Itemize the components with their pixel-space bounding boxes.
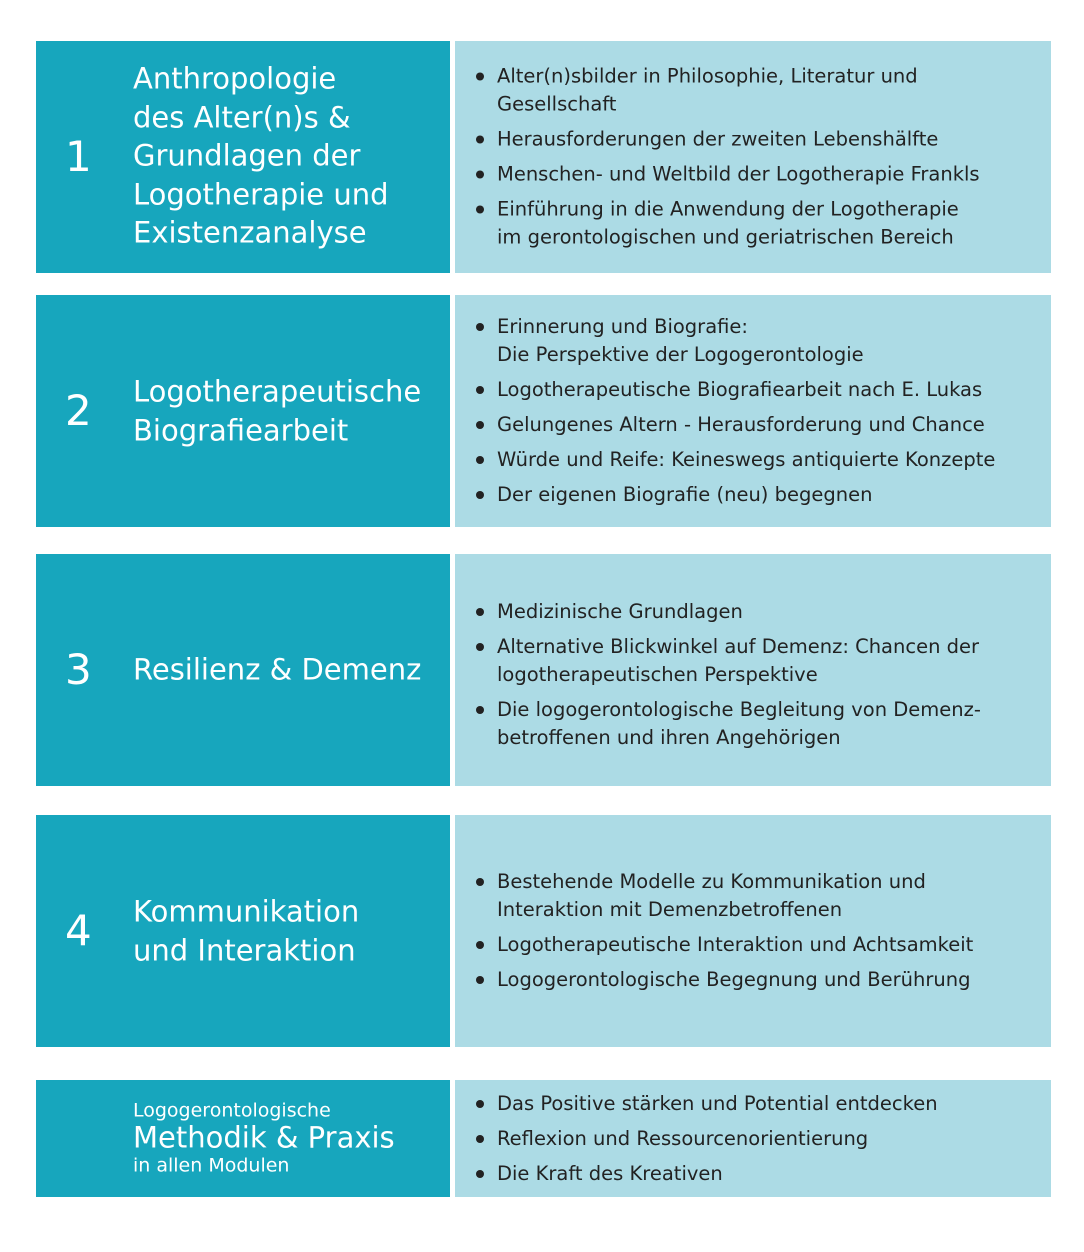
list-item: Menschen- und Weltbild der Logotherapie Frankls bbox=[475, 161, 1037, 189]
bullet-icon bbox=[476, 73, 484, 81]
bullet-icon bbox=[476, 941, 484, 949]
bullet-icon bbox=[476, 976, 484, 984]
list-item: Logotherapeutische Interaktion und Achtsamkeit bbox=[475, 931, 1037, 959]
bullet-icon bbox=[476, 206, 484, 214]
module-header-4 bbox=[36, 815, 450, 1047]
methodik-header bbox=[36, 1080, 450, 1197]
bullet-list bbox=[475, 598, 1037, 752]
module-row-3 bbox=[36, 554, 1051, 786]
bullet-icon bbox=[476, 491, 484, 499]
module-number: 4 bbox=[65, 906, 92, 955]
bullet-list bbox=[475, 868, 1037, 994]
bullet-list bbox=[475, 1090, 1037, 1188]
module-number: 1 bbox=[65, 132, 92, 181]
bullet-icon bbox=[476, 1135, 484, 1143]
module-content-1 bbox=[455, 41, 1051, 273]
bullet-icon bbox=[476, 386, 484, 394]
module-title: Resilienz & Demenz bbox=[133, 652, 422, 687]
module-title: Kommunikation und Interaktion bbox=[133, 894, 360, 967]
module-number: 3 bbox=[65, 645, 92, 694]
module-row-4 bbox=[36, 815, 1051, 1047]
list-item: Bestehende Modelle zu Kommunikation und Interaktion mit Demenzbetroffenen bbox=[475, 868, 1037, 924]
list-item: Erinnerung und Biografie: Die Perspektive der Logogerontologie bbox=[475, 313, 1037, 369]
methodik-line-3: in allen Modulen bbox=[133, 1154, 290, 1177]
list-item: Einführung in die Anwendung der Logotherapie im gerontologischen und geriatrischen Bereich bbox=[475, 196, 1037, 252]
bullet-icon bbox=[476, 878, 484, 886]
methodik-line-2: Methodik & Praxis bbox=[133, 1120, 395, 1155]
list-item: Logogerontologische Begegnung und Berührung bbox=[475, 966, 1037, 994]
bullet-icon bbox=[476, 171, 484, 179]
list-item: Medizinische Grundlagen bbox=[475, 598, 1037, 626]
module-title: Logotherapeutische Biografiearbeit bbox=[133, 374, 422, 447]
bullet-icon bbox=[476, 421, 484, 429]
module-header-2 bbox=[36, 295, 450, 527]
bullet-icon bbox=[476, 706, 484, 714]
list-item: Gelungenes Altern - Herausforderung und Chance bbox=[475, 411, 1037, 439]
methodik-line-1: Logogerontologische bbox=[133, 1098, 331, 1121]
module-content-2 bbox=[455, 295, 1051, 527]
bullet-list bbox=[475, 313, 1037, 509]
list-item: Reflexion und Ressourcenorientierung bbox=[475, 1125, 1037, 1153]
list-item: Die Kraft des Kreativen bbox=[475, 1160, 1037, 1188]
module-row-2 bbox=[36, 295, 1051, 527]
list-item: Würde und Reife: Keineswegs antiquierte Konzepte bbox=[475, 446, 1037, 474]
list-item: Die logogerontologische Begleitung von Demenz- betroffenen und ihren Angehörigen bbox=[475, 696, 1037, 752]
list-item: Alternative Blickwinkel auf Demenz: Chancen der logotherapeutischen Perspektive bbox=[475, 633, 1037, 689]
list-item: Alter(n)sbilder in Philosophie, Literatur und Gesellschaft bbox=[475, 63, 1037, 119]
module-content-3 bbox=[455, 554, 1051, 786]
bullet-icon bbox=[476, 1100, 484, 1108]
module-header-3 bbox=[36, 554, 450, 786]
module-number: 2 bbox=[65, 386, 92, 435]
methodik-title bbox=[133, 1100, 395, 1177]
module-header-1 bbox=[36, 41, 450, 273]
bullet-icon bbox=[476, 1170, 484, 1178]
module-row-1 bbox=[36, 41, 1051, 273]
module-content-4 bbox=[455, 815, 1051, 1047]
bullet-icon bbox=[476, 643, 484, 651]
methodik-content bbox=[455, 1080, 1051, 1197]
bullet-icon bbox=[476, 323, 484, 331]
bullet-icon bbox=[476, 608, 484, 616]
module-title: Anthropologie des Alter(n)s & Grundlagen der Logotherapie und Existenzanalyse bbox=[133, 61, 389, 250]
list-item: Das Positive stärken und Potential entdecken bbox=[475, 1090, 1037, 1118]
list-item: Logotherapeutische Biografiearbeit nach E. Lukas bbox=[475, 376, 1037, 404]
list-item: Der eigenen Biografie (neu) begegnen bbox=[475, 481, 1037, 509]
bullet-list bbox=[475, 63, 1037, 252]
bullet-icon bbox=[476, 456, 484, 464]
methodik-row bbox=[36, 1080, 1051, 1197]
bullet-icon bbox=[476, 136, 484, 144]
list-item: Herausforderungen der zweiten Lebenshälfte bbox=[475, 126, 1037, 154]
